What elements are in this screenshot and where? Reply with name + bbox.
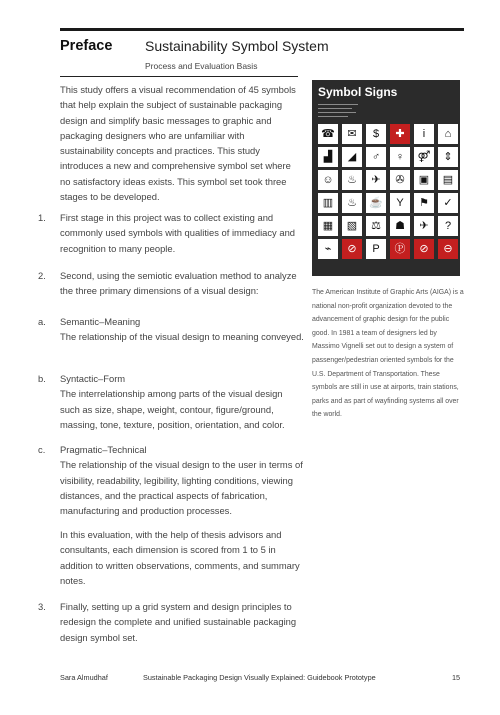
list-item-text: The interrelationship among parts of the visual design such as size, shape, weight, contour, figure/ground, massing, tone, texture, position, orientation, and color. [60, 388, 285, 430]
ticket-icon: ✓ [438, 193, 458, 213]
list-item-text: The relationship of the visual design to meaning conveyed. [60, 331, 304, 343]
restaurant-icon: ♨ [342, 193, 362, 213]
list-item-c [38, 442, 306, 518]
man-icon: ♂ [366, 147, 386, 167]
elevator-icon: ⇕ [438, 147, 458, 167]
footer-author: Sara Almudhaf [60, 673, 108, 682]
helicopter-icon: ✇ [390, 170, 410, 190]
stairs-icon: ▟ [318, 147, 338, 167]
no-smoking-icon: ⊘ [342, 239, 362, 259]
list-item-heading: Pragmatic–Technical [60, 444, 147, 455]
departure-icon: ✈ [414, 216, 434, 236]
baggage-icon: ▦ [318, 216, 338, 236]
smoking-icon: ⌁ [318, 239, 338, 259]
symbol-signs-poster [312, 80, 460, 276]
list-item-text: Second, using the semiotic evaluation method to analyze the three primary dimensions of a visual design: [60, 270, 297, 297]
phone-icon: ☎ [318, 124, 338, 144]
list-marker: 2. [38, 270, 46, 281]
restrooms-icon: ⚤ [414, 147, 434, 167]
immigration-icon: ☗ [390, 216, 410, 236]
woman-icon: ♀ [390, 147, 410, 167]
page-title: Sustainability Symbol System [145, 38, 329, 54]
list-marker: b. [38, 373, 46, 384]
prohibited-icon: ⊖ [438, 239, 458, 259]
intro-paragraph: This study offers a visual recommendation of 45 symbols that help explain the subject of sustainable packaging design and simplify basic messages to graphic and packaging designers who are unfamiliar with sustainability concepts and practices. This study introduces a new and comprehensive symbol set where no satisfactory ideas exists. This symbol set took three stages to be developed. [60, 84, 296, 203]
top-rule [60, 28, 464, 31]
list-item-text: The relationship of the visual design to the user in terms of visibility, readability, legibility, lighting conditions, viewing distances, and the practical aspects of fabrication, manufacturing and production processes. [60, 459, 303, 517]
cross-icon: ✚ [390, 124, 410, 144]
no-parking-icon: Ⓟ [390, 239, 410, 259]
list-item-text: Finally, setting up a grid system and design principles to redesign the complete and unified sustainable packaging design symbol set. [60, 601, 297, 643]
poster-small-text [318, 104, 358, 120]
list-item-b [38, 371, 306, 432]
list-item-2 [38, 268, 306, 299]
list-marker: 1. [38, 212, 46, 223]
list-item-heading: Semantic–Meaning [60, 316, 141, 327]
footer-book-title: Sustainable Packaging Design Visually Explained: Guidebook Prototype [143, 673, 376, 682]
coffee-icon: ☕ [366, 193, 386, 213]
bus-icon: ▣ [414, 170, 434, 190]
list-item-3 [38, 599, 306, 645]
list-marker: a. [38, 316, 46, 327]
list-item-a [38, 314, 306, 345]
taxi-icon: ▤ [438, 170, 458, 190]
lockers-icon: ▧ [342, 216, 362, 236]
list-item-1 [38, 210, 306, 256]
poster-caption: The American Institute of Graphic Arts (AIGA) is a national non-profit organization devoted to the advancement of graphic design for the public good. In 1981 a team of designers led by Massimo Vignelli set out to design a system of passenger/pedestrian oriented symbols for the U.S. Department of Transportation. These symbols are still in use at airports, train stations, parks and as part of wayfinding systems all over the world. [312, 289, 464, 419]
parking-icon: P [366, 239, 386, 259]
info-icon: i [414, 124, 434, 144]
no-entry-icon: ⊘ [414, 239, 434, 259]
section-label: Preface [60, 38, 113, 54]
list-item-text: First stage in this project was to collect existing and commonly used symbols with qualities of immediacy and recognition to many people. [60, 212, 295, 254]
list-marker: 3. [38, 601, 46, 612]
airplane-icon: ✈ [366, 170, 386, 190]
baby-icon: ☺ [318, 170, 338, 190]
evaluation-note: In this evaluation, with the help of thesis advisors and consultants, each dimension is scored from 1 to 5 in addition to written observations, comments, and summary notes. [60, 529, 300, 586]
footer-page-number: 15 [452, 673, 461, 682]
car-icon: ▥ [318, 193, 338, 213]
lounge-icon: ♨ [342, 170, 362, 190]
customs-icon: ⚖ [366, 216, 386, 236]
list-item-heading: Syntactic–Form [60, 373, 126, 384]
escalator-icon: ◢ [342, 147, 362, 167]
poster-title: Symbol Signs [318, 85, 398, 99]
bar-icon: Y [390, 193, 410, 213]
currency-icon: $ [366, 124, 386, 144]
header-divider [60, 76, 298, 77]
symbol-grid [318, 124, 458, 259]
envelope-icon: ✉ [342, 124, 362, 144]
shop-icon: ⚑ [414, 193, 434, 213]
list-marker: c. [38, 444, 46, 455]
lost-found-icon: ? [438, 216, 458, 236]
page-subtitle: Process and Evaluation Basis [145, 61, 258, 71]
hotel-icon: ⌂ [438, 124, 458, 144]
